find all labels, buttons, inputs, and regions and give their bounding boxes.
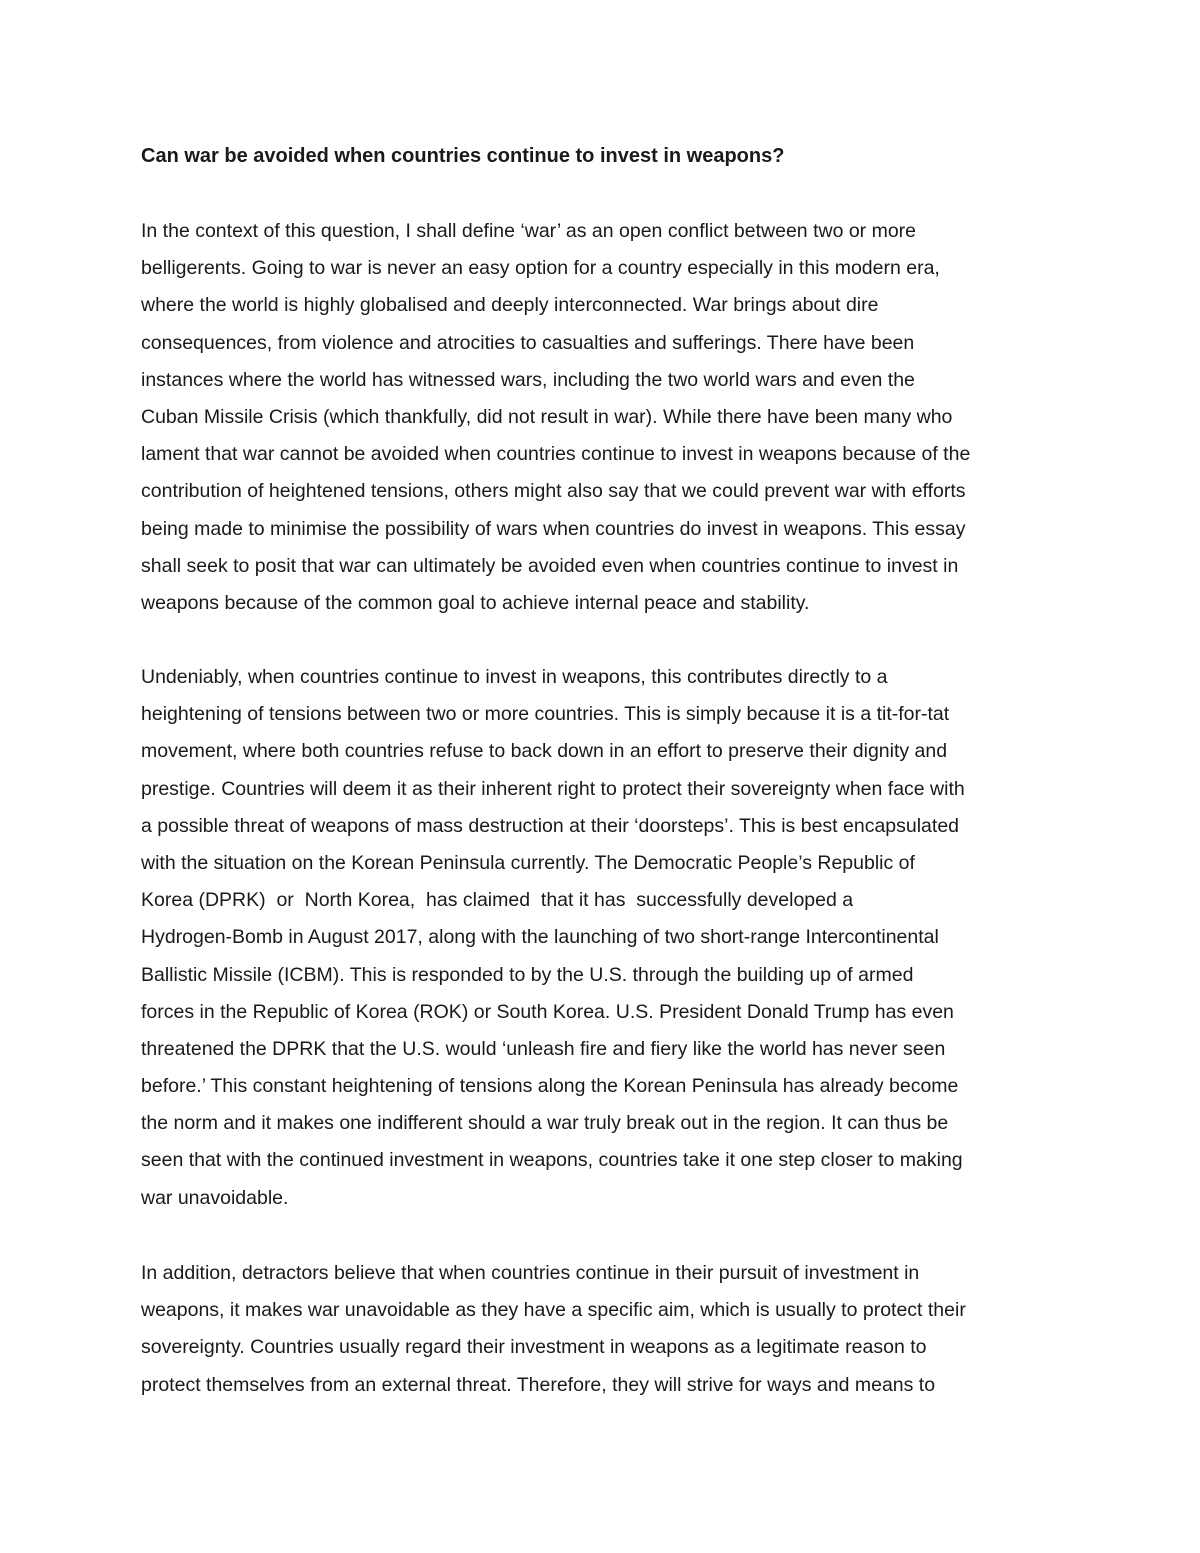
text-line: where the world is highly globalised and deeply interconnected. War brings about dire: [141, 294, 879, 317]
paragraph-body-1: [141, 659, 1066, 1217]
text-line: heightening of tensions between two or more countries. This is simply because it is a tit-for-tat: [141, 703, 950, 726]
paragraph-body-2: [141, 1255, 1066, 1404]
text-line: a possible threat of weapons of mass destruction at their ‘doorsteps’. This is best encapsulated: [141, 814, 960, 837]
text-line: Undeniably, when countries continue to invest in weapons, this contributes directly to a: [141, 666, 888, 688]
text-line: consequences, from violence and atrocities to casualties and sufferings. There have been: [141, 331, 915, 354]
text-line: sovereignty. Countries usually regard their investment in weapons as a legitimate reason to: [141, 1336, 927, 1359]
text-line: movement, where both countries refuse to back down in an effort to preserve their dignity and: [141, 740, 948, 763]
text-line: before.’ This constant heightening of tensions along the Korean Peninsula has already become: [141, 1075, 959, 1098]
text-line: Ballistic Missile (ICBM). This is responded to by the U.S. through the building up of armed: [141, 963, 914, 986]
text-line: prestige. Countries will deem it as their inherent right to protect their sovereignty when face with: [141, 777, 965, 800]
text-line: forces in the Republic of Korea (ROK) or South Korea. U.S. President Donald Trump has even: [141, 1000, 954, 1023]
text-line: threatened the DPRK that the U.S. would ‘unleash fire and fiery like the world has never seen: [141, 1037, 946, 1060]
text-line: the norm and it makes one indifferent should a war truly break out in the region. It can thus be: [141, 1112, 949, 1135]
text-line: weapons because of the common goal to achieve internal peace and stability.: [141, 591, 810, 614]
text-line: Korea (DPRK) or North Korea, has claimed that it has successfully developed a: [141, 889, 854, 912]
text-line: Hydrogen-Bomb in August 2017, along with the launching of two short-range Intercontinental: [141, 926, 939, 949]
text-line: contribution of heightened tensions, others might also say that we could prevent war with efforts: [141, 480, 966, 503]
text-line: belligerents. Going to war is never an easy option for a country especially in this modern era,: [141, 257, 940, 280]
text-line: war unavoidable.: [141, 1186, 289, 1209]
text-line: being made to minimise the possibility of wars when countries do invest in weapons. This essay: [141, 517, 966, 540]
text-line: shall seek to posit that war can ultimately be avoided even when countries continue to invest in: [141, 554, 959, 577]
text-line: protect themselves from an external threat. Therefore, they will strive for ways and means to: [141, 1373, 936, 1396]
text-line: In addition, detractors believe that when countries continue in their pursuit of investment in: [141, 1262, 920, 1284]
essay-title: Can war be avoided when countries continue to invest in weapons?: [141, 145, 785, 167]
text-line: lament that war cannot be avoided when countries continue to invest in weapons because of the: [141, 443, 971, 466]
text-line: instances where the world has witnessed wars, including the two world wars and even the: [141, 368, 915, 391]
text-line: weapons, it makes war unavoidable as they have a specific aim, which is usually to protect their: [141, 1299, 966, 1322]
text-line: In the context of this question, I shall define ‘war’ as an open conflict between two or more: [141, 220, 917, 242]
text-line: with the situation on the Korean Peninsula currently. The Democratic People’s Republic of: [141, 851, 915, 874]
text-line: Cuban Missile Crisis (which thankfully, did not result in war). While there have been many who: [141, 405, 953, 428]
text-line: seen that with the continued investment in weapons, countries take it one step closer to making: [141, 1149, 963, 1172]
paragraph-introduction: [141, 213, 1066, 622]
